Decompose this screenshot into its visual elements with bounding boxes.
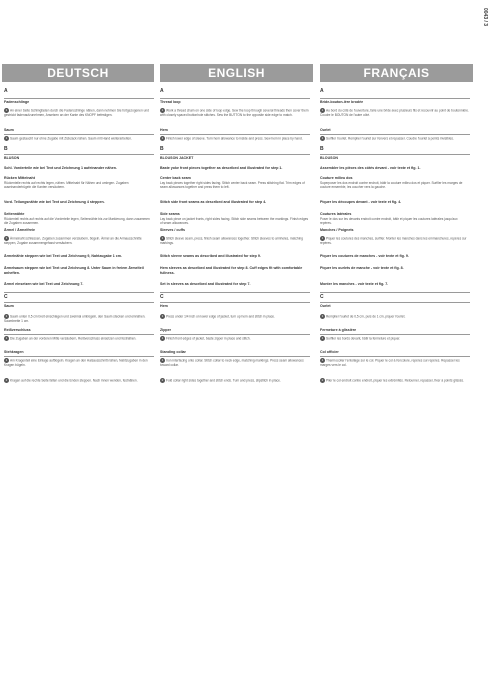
step-number: 2 <box>161 378 164 382</box>
section-letter: B <box>320 146 324 152</box>
section-divider <box>4 356 154 357</box>
instruction-text <box>160 181 310 190</box>
instruction-text <box>320 236 470 245</box>
section-block <box>4 266 154 275</box>
section-block <box>160 166 310 171</box>
step-number: 1 <box>321 136 324 140</box>
instruction-text <box>4 314 154 323</box>
instruction-body: Plier le col endroit contre endroit, piquer les extrémités. Retourner, repasser, fixer à points glissés. <box>326 378 465 383</box>
section-divider <box>320 98 470 99</box>
instruction-text <box>160 236 310 245</box>
instruction-body: Fold collar right sides together and stitch ends. Turn and press, slipstitch in place. <box>166 378 281 383</box>
instruction-body: Stitch sleeve seam, press, finish seam allowances together. Stitch sleeves to armholes, matching markings. <box>160 236 303 245</box>
instruction-body: Rückenteile rechts auf rechts legen, nähen. Mittelnaht für Nähen und umlegen. Zugaben auseinanderbügeln die Kanten versäubern. <box>4 180 129 189</box>
instruction-text <box>160 108 310 117</box>
section-divider <box>160 334 310 335</box>
section-block <box>4 100 154 105</box>
step-number: 1 <box>161 108 164 112</box>
instruction-body: Lay back piece on jacket fronts, right sides facing. Stitch side seams between the markings. Finish edges of seam allowances. <box>160 216 309 225</box>
section-title: Ärmelsaum steppen wie bei Text und Zeichnung 8. Unter Saum in freiem Ärmelteil anheften. <box>4 266 144 275</box>
section-block <box>160 100 310 105</box>
step-number: 1 <box>5 136 8 140</box>
instruction-text <box>320 108 470 117</box>
section-divider <box>4 292 154 293</box>
section-divider <box>4 154 154 155</box>
section-block <box>160 294 310 300</box>
section-letter: C <box>4 294 8 300</box>
section-block <box>320 146 470 152</box>
section-letter: B <box>160 146 164 152</box>
section-block <box>4 108 154 117</box>
section-letter: C <box>320 294 324 300</box>
instruction-text <box>4 136 154 141</box>
section-title: Schl. Vorderteile wie bei Text und Zeichnung 1 aufeinander nähen. <box>4 166 117 170</box>
section-divider <box>160 356 310 357</box>
section-divider <box>4 302 154 303</box>
section-block <box>160 88 310 94</box>
step-number: 1 <box>5 108 8 112</box>
section-divider <box>320 334 470 335</box>
section-block <box>320 200 470 205</box>
instruction-body: Piquer les coutures des manches, surfiler. Monter les manches dans les emmanchures, repères sur repères. <box>320 236 467 245</box>
section-block <box>320 128 470 133</box>
section-title: Fadenschlinge <box>4 100 30 104</box>
section-title: BLUSON <box>4 156 20 160</box>
section-divider <box>160 302 310 303</box>
language-headers <box>0 64 494 82</box>
section-block <box>160 358 310 367</box>
section-block <box>160 304 310 309</box>
step-number: 1 <box>5 336 8 340</box>
section-block <box>320 176 470 189</box>
instruction-body: Work a thread chain on one side of loop edge. Sew the loop through several threads then cover them with closely spaced buttonhole stitches. Sew the BUTTON to the opposite side edge to match. <box>160 108 309 117</box>
section-title: Baste yoke front pieces together as described and illustrated for step 1. <box>160 166 283 170</box>
section-divider <box>320 292 470 293</box>
step-number: 1 <box>321 108 324 112</box>
step-number: 1 <box>5 358 8 362</box>
section-title: Saum <box>4 128 14 132</box>
section-block <box>160 336 310 341</box>
section-block <box>160 350 310 355</box>
step-number: 1 <box>321 358 324 362</box>
section-block <box>160 156 310 161</box>
section-block <box>4 128 154 133</box>
section-title: Coutures latérales <box>320 212 352 216</box>
instruction-body: Ärmelnaht schliessen, Zugaben zusammen versäubern, bügeln. Ärmel an die Armausschnitte steppen, Zugabe zusammengefasst versäubern. <box>4 236 142 245</box>
section-title: Col officier <box>320 350 339 354</box>
section-title: Manches / Poignets <box>320 228 354 232</box>
section-block <box>4 228 154 233</box>
section-title: Piquer les ourlets de manche - voir texte et fig. 8. <box>320 266 404 270</box>
section-title: Couture milieu dos <box>320 176 353 180</box>
section-title: Rücken Mittelnaht <box>4 176 35 180</box>
header-francais: FRANÇAIS <box>320 64 473 82</box>
section-letter: C <box>160 294 164 300</box>
section-title: Vord. Teilungsnähte wie bei Text und Zeichnung 4 steppen. <box>4 200 105 204</box>
section-title: Hem <box>160 304 168 308</box>
instruction-body: Surfiler l'ourlet. Remplier l'ourlet sur l'envers et repasser. Coudre l'ourlet à points invisibles. <box>326 136 454 141</box>
section-title: Sleeves / cuffs <box>160 228 185 232</box>
section-block <box>320 254 470 259</box>
section-title: Monter les manches - voir texte et fig. 7. <box>320 282 389 286</box>
section-block <box>160 136 310 141</box>
section-title: Fermeture à glissière <box>320 328 357 332</box>
section-divider <box>320 356 470 357</box>
section-block <box>320 304 470 309</box>
section-block <box>160 266 310 275</box>
section-block <box>4 314 154 323</box>
section-block <box>320 328 470 333</box>
instruction-text <box>320 181 470 190</box>
step-number: 1 <box>321 236 324 240</box>
instruction-body: An einer Seite Schlingfaden durch die Fadenschlinge nähen, dann nehmen Sie fortgezogenen und gestrickt fadenaufzunehmen, Ansetzen an der Kante des KNOPF befestigen. <box>4 108 149 117</box>
section-block <box>4 88 154 94</box>
section-title: Stitch sleeve seams as described and illustrated for step 9. <box>160 254 261 258</box>
section-title: BLOUSON JACKET <box>160 156 194 160</box>
section-block <box>320 236 470 245</box>
section-block <box>320 136 470 141</box>
section-block <box>4 378 154 383</box>
section-block <box>160 200 310 205</box>
section-title: Stehkragen <box>4 350 24 354</box>
section-block <box>4 176 154 189</box>
section-title: Set in sleeves as described and illustrated for step 7. <box>160 282 251 286</box>
section-divider <box>320 134 470 135</box>
instruction-body: Surfiler les bords devant, bâtir la fermeture et piquer. <box>326 336 401 341</box>
instruction-body: Am Kragenteil eine Einlage aufbügeln. Kragen an den Halsausschnitt nähen, Nahtzugaben in den Kragen bügeln. <box>4 358 148 367</box>
section-block <box>160 328 310 333</box>
section-block <box>160 212 310 225</box>
step-number: 1 <box>5 314 8 318</box>
instruction-text <box>4 108 154 117</box>
section-block <box>320 314 470 319</box>
section-letter: A <box>320 88 324 94</box>
step-number: 2 <box>5 378 8 382</box>
section-title: Side seams <box>160 212 180 216</box>
section-title: Hem <box>160 128 168 132</box>
instruction-text <box>320 378 470 383</box>
section-block <box>320 358 470 367</box>
section-block <box>320 108 470 117</box>
section-block <box>4 166 154 171</box>
section-title: Zipper <box>160 328 171 332</box>
section-divider <box>320 154 470 155</box>
instruction-text <box>4 236 154 245</box>
section-block <box>160 228 310 233</box>
section-block <box>320 294 470 300</box>
header-english: ENGLISH <box>160 64 313 82</box>
section-title: Thread loop <box>160 100 181 104</box>
section-letter: A <box>160 88 164 94</box>
section-divider <box>4 98 154 99</box>
section-divider <box>160 292 310 293</box>
step-number: 1 <box>161 136 164 140</box>
section-divider <box>160 98 310 99</box>
section-title: Saum <box>4 304 14 308</box>
instruction-text <box>4 217 154 226</box>
section-title: Seitennähte <box>4 212 25 216</box>
section-block <box>4 358 154 367</box>
section-block <box>160 378 310 383</box>
instruction-text <box>320 336 470 341</box>
section-title: Standing collar <box>160 350 186 354</box>
section-block <box>4 146 154 152</box>
section-block <box>160 254 310 259</box>
instruction-text <box>160 217 310 226</box>
section-block <box>160 176 310 189</box>
section-block <box>160 236 310 245</box>
step-number: 1 <box>161 236 164 240</box>
step-number: 1 <box>161 314 164 318</box>
section-block <box>4 212 154 225</box>
instruction-text <box>160 314 310 319</box>
section-title: Reißverschluss <box>4 328 31 332</box>
section-divider <box>320 302 470 303</box>
section-divider <box>4 134 154 135</box>
section-block <box>320 350 470 355</box>
section-title: Bride-bouton-ière brodée <box>320 100 364 104</box>
section-block <box>160 108 310 117</box>
section-letter: B <box>4 146 8 152</box>
section-block <box>4 200 154 205</box>
section-title: Ärmelnähte steppen wie bei Text und Zeichnung 9, Nahtzugabe 1 cm. <box>4 254 122 258</box>
step-number: 1 <box>321 336 324 340</box>
section-block <box>320 282 470 287</box>
instruction-text <box>320 358 470 367</box>
section-block <box>4 328 154 333</box>
instruction-text <box>320 217 470 226</box>
instruction-body: Saum gestaucht nur ohne Zugabe mit Zickzack nähen. Saum mit Hand weiterarbeiten. <box>10 136 132 141</box>
instruction-text <box>160 336 310 341</box>
instruction-text <box>320 136 470 141</box>
page-code: 0043 / 3 <box>482 8 488 27</box>
section-title: Stitch side front seams as described and illustrated for step 4. <box>160 200 267 204</box>
instruction-text <box>4 378 154 383</box>
section-block <box>320 228 470 233</box>
section-block <box>160 282 310 287</box>
section-block <box>4 304 154 309</box>
instruction-body: Remplier l'ourlet de 0,5 cm, puis de 1 cm, piquer l'ourlet. <box>326 314 406 319</box>
section-title: Piquer les coutures de manches - voir texte et fig. 9. <box>320 254 409 258</box>
section-block <box>4 282 154 287</box>
section-block <box>4 294 154 300</box>
instruction-text <box>4 181 154 190</box>
section-title: Hem sleeves as described and illustrated for step 8. Cuff edges fit with comfortable fullness. <box>160 266 303 275</box>
section-title: Ärmel / Ärmelfreie <box>4 228 35 232</box>
section-block <box>320 156 470 161</box>
section-block <box>160 146 310 152</box>
instruction-text <box>160 378 310 383</box>
instruction-text <box>4 336 154 341</box>
section-title: Piquer les découpes devant - voir texte et fig. 4. <box>320 200 402 204</box>
instruction-body: Au bord du côté de l'ouverture, faire une bride avec plusieurs fils et recouvrir au point de boutonnière. Coudre le BOUTON de l'autre côté. <box>320 108 469 117</box>
instruction-body: Rückenteil rechts auf rechts auf die Vorderteile legen, Seitennähte bis zur Markierung, dann zusammen die Zugaben zusammen. <box>4 216 150 225</box>
section-title: BLOUSON <box>320 156 338 160</box>
instruction-body: Kragen auf die rechte Seite falten und die Enden steppen. Nach innen wenden, festnähen. <box>10 378 138 383</box>
section-divider <box>160 154 310 155</box>
instruction-body: Finish lower edge of sleeve. Turn hem allowance to inside and press. Sew hem in place by hand. <box>166 136 303 141</box>
header-deutsch: DEUTSCH <box>2 64 154 82</box>
section-block <box>4 350 154 355</box>
section-title: Assembler les pièces des côtés devant - voir texte et fig. 1. <box>320 166 421 170</box>
instruction-text <box>320 314 470 319</box>
section-block <box>4 136 154 141</box>
section-block <box>320 212 470 225</box>
section-title: Center back seam <box>160 176 191 180</box>
section-block <box>4 236 154 245</box>
instruction-text <box>160 358 310 367</box>
section-block <box>320 378 470 383</box>
step-number: 1 <box>5 236 8 240</box>
step-number: 1 <box>161 336 164 340</box>
instruction-body: Finish front edges of jacket, baste zipper in place and stitch. <box>166 336 251 341</box>
instruction-text <box>4 358 154 367</box>
instruction-body: Poser le dos sur les devants endroit contre endroit, bâtir et piquer les coutures latérales jusqu'aux repères. <box>320 216 458 225</box>
section-block <box>4 156 154 161</box>
section-block <box>320 336 470 341</box>
instruction-body: Thermocoller l'entoilage sur le col. Piquer le col à l'encolure, repères sur repères. Repasser les marges vers le col. <box>320 358 460 367</box>
instruction-text <box>160 136 310 141</box>
section-title: Ourlet <box>320 304 331 308</box>
instruction-body: Lay back pieces together right sides facing. Stitch center back seam. Press stitching flat. Trim edges of seam allowances together and press them to left. <box>160 180 305 189</box>
instruction-body: Saum unten 0,5 cm breit einschlagen und zweimal umbügeln, den Saum stecken und einnähen. Saumbreite 1 cm. <box>4 314 146 323</box>
instruction-body: Press under 1/4 inch on lower edge of jacket, turn up hem and stitch in place. <box>166 314 275 319</box>
instruction-body: Die Zugaben an der vorderen Mitte versäubern, Reißverschluss einsetzen und festnähen. <box>10 336 137 341</box>
section-title: Ourlet <box>320 128 331 132</box>
section-block <box>160 314 310 319</box>
section-title: Ärmel einsetzen wie bei Text und Zeichnung 7. <box>4 282 84 286</box>
section-divider <box>4 334 154 335</box>
section-block <box>320 88 470 94</box>
section-block <box>320 266 470 271</box>
step-number: 2 <box>321 378 324 382</box>
section-block <box>4 254 154 259</box>
instruction-body: Superposer les dos endroit contre endroit, bâtir la couture milieu dos et piquer. Surfiler les marges de couture ensemble, les coucher vers la gauche. <box>320 180 463 189</box>
instruction-body: Iron interfacing onto collar. Stitch collar to neck edge, matching markings. Press seam allowances toward collar. <box>160 358 304 367</box>
section-block <box>4 336 154 341</box>
section-divider <box>160 134 310 135</box>
step-number: 1 <box>161 358 164 362</box>
step-number: 1 <box>321 314 324 318</box>
section-block <box>320 166 470 171</box>
section-block <box>320 100 470 105</box>
section-block <box>160 128 310 133</box>
section-letter: A <box>4 88 8 94</box>
